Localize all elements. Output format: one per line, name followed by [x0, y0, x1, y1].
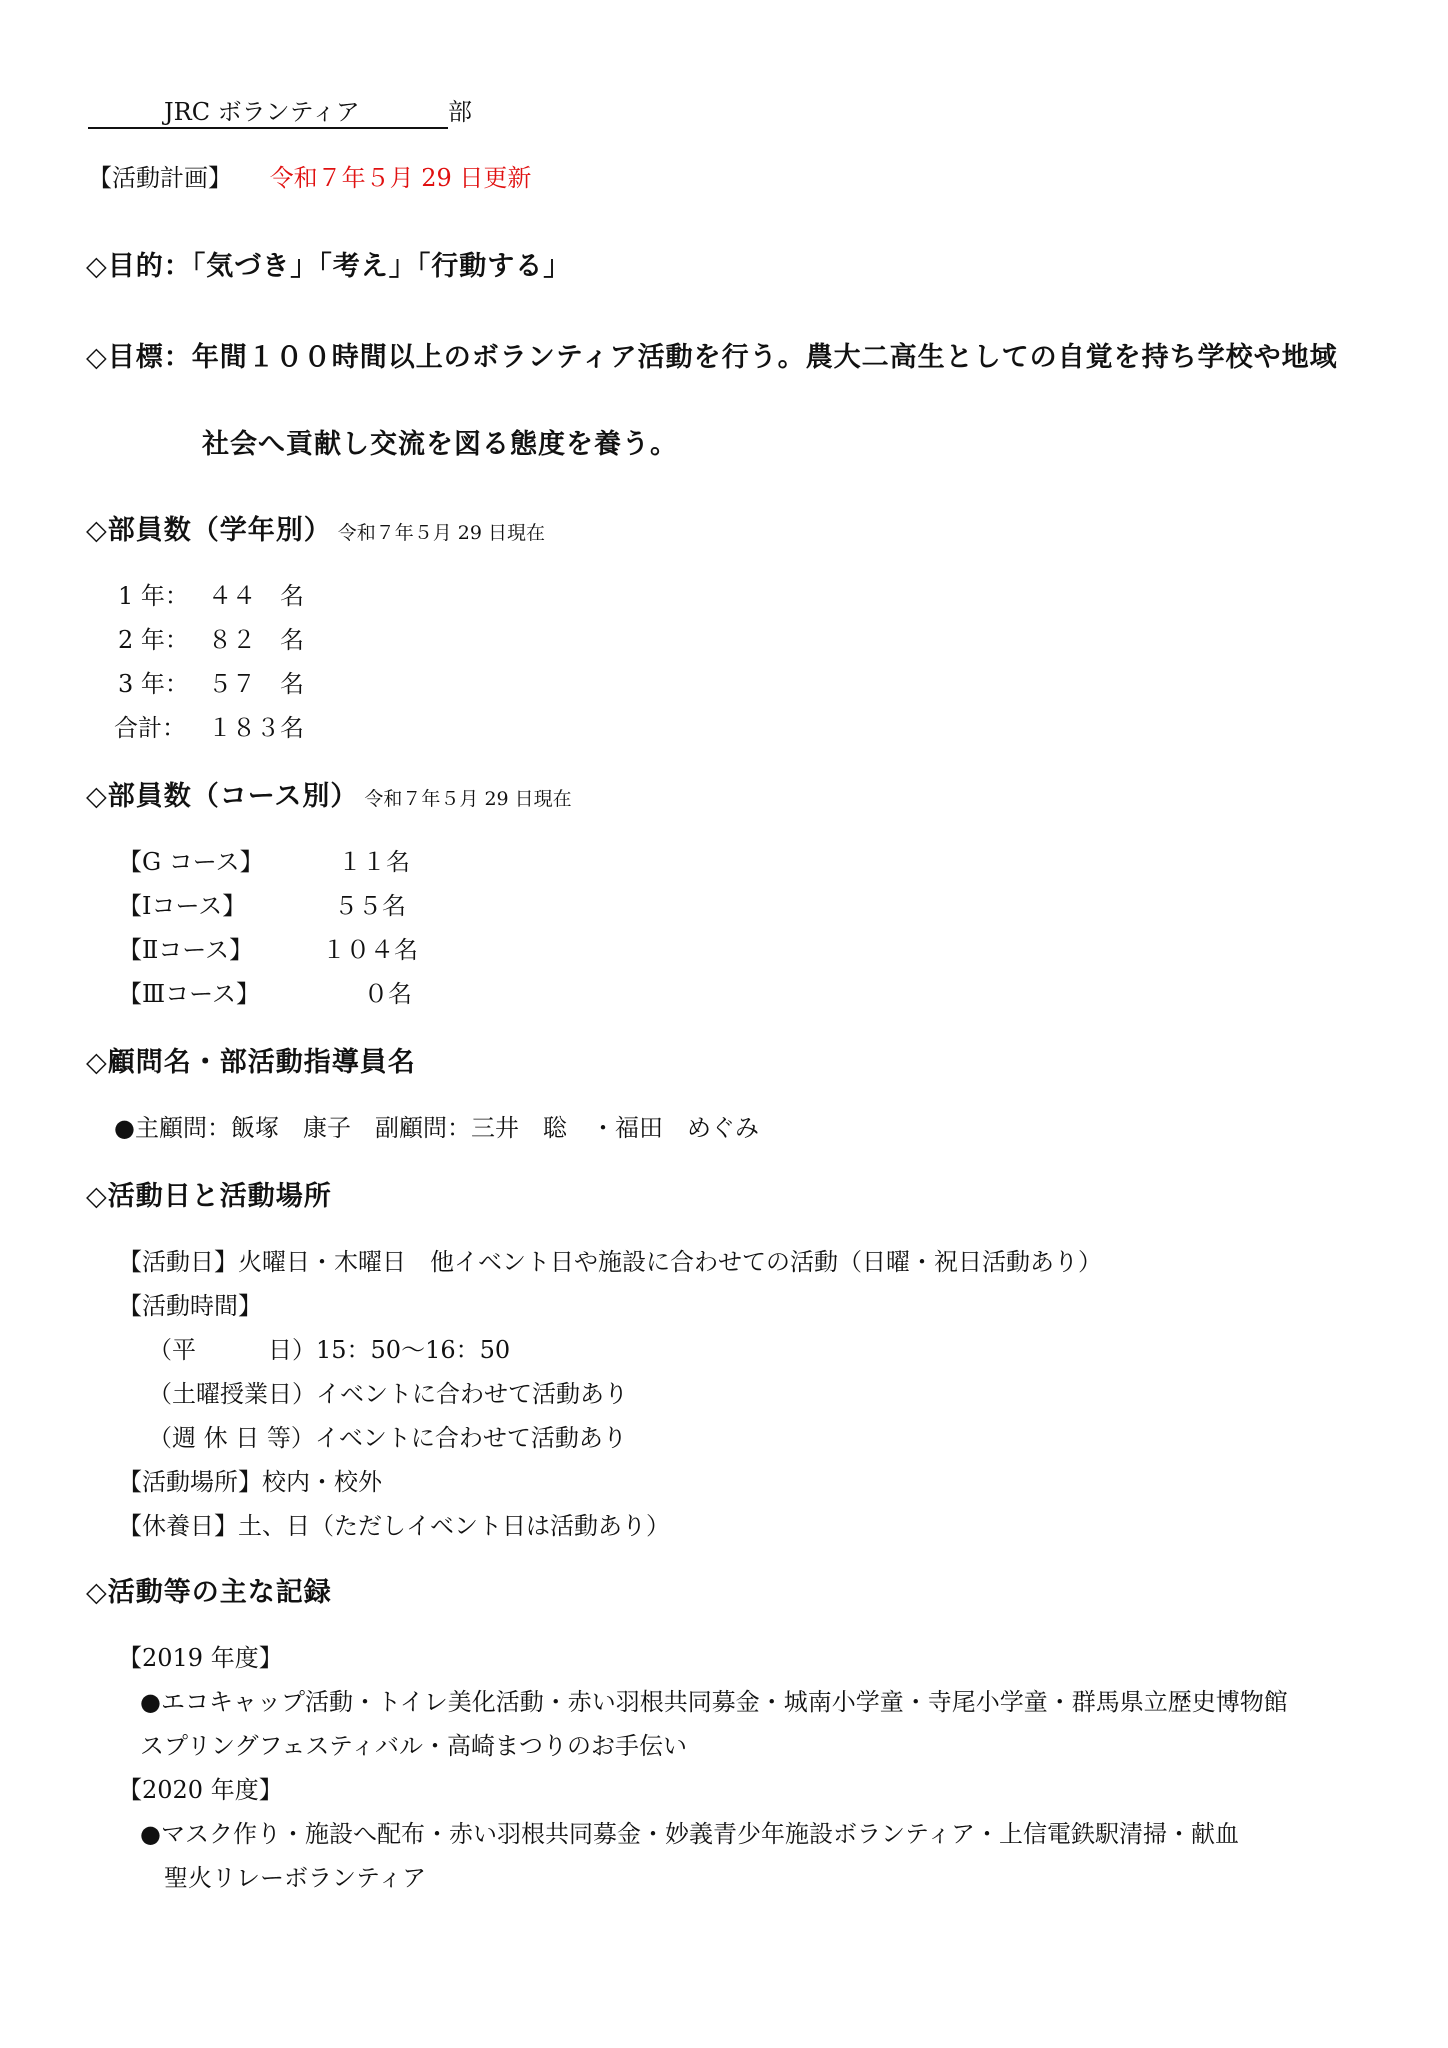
records-2020-label: 【2020 年度】 [118, 1776, 283, 1804]
rest-days: 【休養日】土、日（ただしイベント日は活動あり） [118, 1512, 670, 1540]
plan-label: 【活動計画】 [88, 164, 232, 192]
activity-days: 【活動日】火曜日・木曜日 他イベント日や施設に合わせての活動（日曜・祝日活動あり） [118, 1248, 1102, 1276]
course-row-value: １０４名 [322, 936, 418, 964]
club-name: JRC ボランティア [164, 98, 360, 126]
grade-row-total [114, 708, 304, 743]
records-2020-line-1: ●マスク作り・施設へ配布・赤い羽根共同募金・妙義青少年施設ボランティア・上信電鉄駅清掃・献血 [140, 1820, 1240, 1848]
records-2020-line-2: 聖火リレーボランティア [164, 1864, 427, 1892]
grade-row [118, 664, 304, 699]
course-row-label: 【Ⅱコース】 [118, 936, 254, 964]
course-row-label: 【Ⅰコース】 [118, 892, 247, 920]
grade-row-value: ５７ 名 [208, 670, 304, 698]
course-row [118, 974, 412, 1009]
activity-time-weekday: （平 日）15：50～16：50 [148, 1336, 511, 1364]
course-row-label: 【G コース】 [118, 848, 264, 876]
course-row [118, 930, 418, 965]
members-grade-date: 令和７年５月 29 日現在 [337, 522, 546, 544]
records-2019-line-2: スプリングフェスティバル・高崎まつりのお手伝い [140, 1732, 687, 1760]
course-row-label: 【Ⅲコース】 [118, 980, 260, 1008]
activity-time-label: 【活動時間】 [118, 1292, 262, 1320]
club-name-line [88, 92, 448, 129]
grade-row-value: ４４ 名 [208, 582, 304, 610]
goal-line-2: 社会へ貢献し交流を図る態度を養う。 [202, 429, 678, 460]
records-title: ◇活動等の主な記録 [86, 1577, 332, 1608]
members-grade-heading: ◇部員数（学年別） [86, 515, 332, 546]
goal-line-1: ◇目標：年間１００時間以上のボランティア活動を行う。農大二高生としての自覚を持ち学校や地域 [86, 342, 1338, 373]
activity-time-saturday: （土曜授業日）イベントに合わせて活動あり [148, 1380, 628, 1408]
members-course-heading: ◇部員数（コース別） [86, 781, 359, 812]
grade-row-label: 2 年： [118, 626, 189, 654]
advisors-title: ◇顧問名・部活動指導員名 [86, 1047, 416, 1078]
records-2019-line-1: ●エコキャップ活動・トイレ美化活動・赤い羽根共同募金・城南小学童・寺尾小学童・群馬県立歴史博物館 [140, 1688, 1288, 1716]
grade-row-label: 3 年： [118, 670, 189, 698]
course-row [118, 842, 410, 877]
activity-time-holiday: （週 休 日 等）イベントに合わせて活動あり [148, 1424, 627, 1452]
plan-line [88, 158, 531, 193]
purpose: ◇目的：「気づき」「考え」「行動する」 [86, 251, 572, 282]
members-grade-title [86, 508, 545, 547]
course-row-value: ０名 [364, 980, 412, 1008]
grade-row-value: ８２ 名 [208, 626, 304, 654]
grade-row [118, 620, 304, 655]
advisors-line: ●主顧問：飯塚 康子 副顧問：三井 聡 ・福田 めぐみ [114, 1114, 759, 1142]
plan-updated: 令和７年５月 29 日更新 [269, 164, 532, 192]
members-course-date: 令和７年５月 29 日現在 [364, 788, 572, 810]
course-row [118, 886, 406, 921]
activity-place: 【活動場所】校内・校外 [118, 1468, 382, 1496]
course-row-value: ５５名 [334, 892, 406, 920]
grade-row-label: 合計： [114, 714, 186, 742]
club-suffix: 部 [448, 98, 472, 126]
grade-row-label: 1 年： [118, 582, 189, 610]
records-2019-label: 【2019 年度】 [118, 1644, 283, 1672]
schedule-title: ◇活動日と活動場所 [86, 1181, 332, 1212]
grade-row-value: １８３名 [208, 714, 304, 742]
members-course-title [86, 774, 572, 813]
course-row-value: １１名 [338, 848, 410, 876]
club-header [88, 92, 472, 129]
grade-row [118, 576, 304, 611]
